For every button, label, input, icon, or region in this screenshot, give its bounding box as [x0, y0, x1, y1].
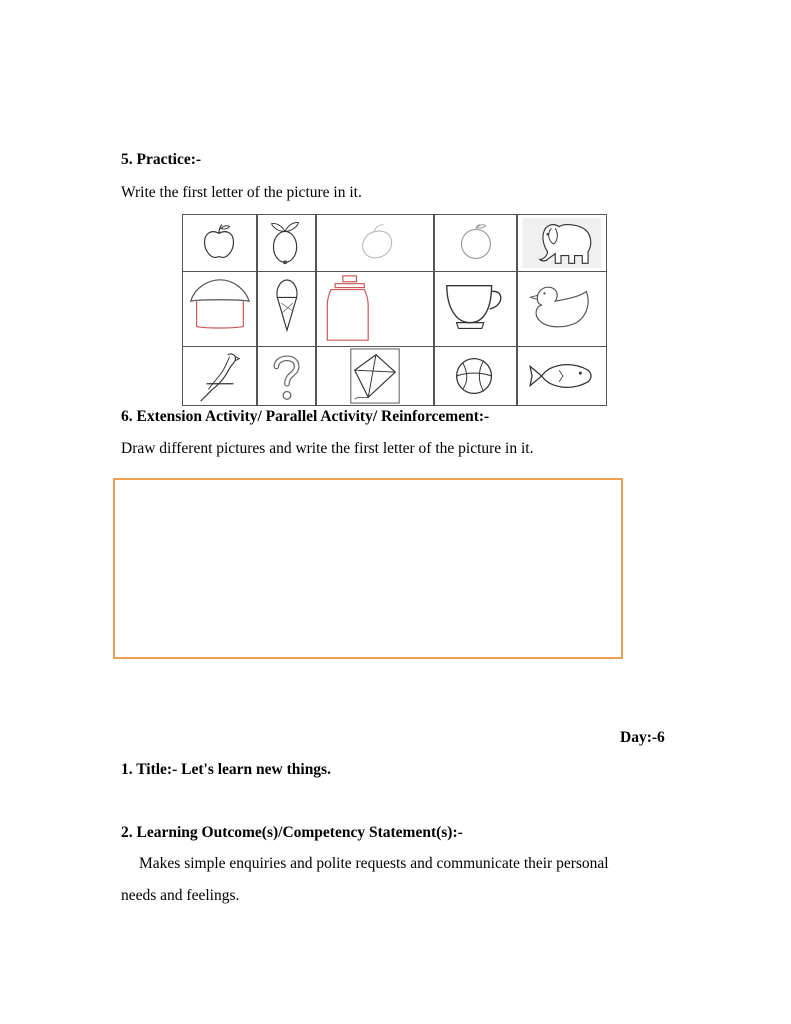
grid-cell-cup[interactable]	[434, 271, 517, 347]
lemon-icon	[258, 215, 315, 271]
extension-instruction: Draw different pictures and write the first letter of the picture in it.	[121, 440, 534, 457]
mango-icon	[317, 215, 433, 271]
grid-cell-ball[interactable]	[434, 346, 517, 406]
grid-cell-duck[interactable]	[517, 271, 607, 347]
learning-outcome-heading: 2. Learning Outcome(s)/Competency Statement(s):-	[121, 824, 463, 841]
parrot-icon	[183, 347, 256, 405]
hut-icon	[183, 272, 256, 346]
grid-cell-ice-cream[interactable]	[257, 271, 316, 347]
drawing-area[interactable]	[113, 478, 623, 659]
grid-cell-question[interactable]	[257, 346, 316, 406]
elephant-icon	[518, 215, 606, 271]
grid-cell-kite[interactable]	[316, 346, 434, 406]
learning-outcome-line-1: Makes simple enquiries and polite requests and communicate their personal	[139, 855, 609, 872]
apple-icon	[183, 215, 256, 271]
section-title: 1. Title:- Let's learn new things.	[121, 761, 331, 778]
cup-icon	[435, 272, 516, 346]
picture-grid	[182, 214, 607, 406]
grid-cell-parrot[interactable]	[182, 346, 257, 406]
orange-icon	[435, 215, 516, 271]
duck-icon	[518, 272, 606, 346]
ball-icon	[435, 347, 516, 405]
learning-outcome-line-2: needs and feelings.	[121, 887, 240, 904]
ice-cream-icon	[258, 272, 315, 346]
fish-icon	[518, 347, 606, 405]
extension-heading: 6. Extension Activity/ Parallel Activity/ Reinforcement:-	[121, 408, 490, 425]
practice-heading: 5. Practice:-	[121, 151, 202, 168]
grid-cell-lemon[interactable]	[257, 214, 316, 272]
grid-cell-orange[interactable]	[434, 214, 517, 272]
grid-cell-hut[interactable]	[182, 271, 257, 347]
jar-icon	[317, 272, 433, 346]
grid-cell-fish[interactable]	[517, 346, 607, 406]
practice-instruction: Write the first letter of the picture in it.	[121, 184, 362, 201]
grid-cell-jar[interactable]	[316, 271, 434, 347]
grid-cell-apple[interactable]	[182, 214, 257, 272]
grid-cell-mango[interactable]	[316, 214, 434, 272]
kite-icon	[317, 347, 433, 405]
day-label: Day:-6	[620, 729, 665, 746]
grid-cell-elephant[interactable]	[517, 214, 607, 272]
question-mark-icon	[258, 347, 315, 405]
